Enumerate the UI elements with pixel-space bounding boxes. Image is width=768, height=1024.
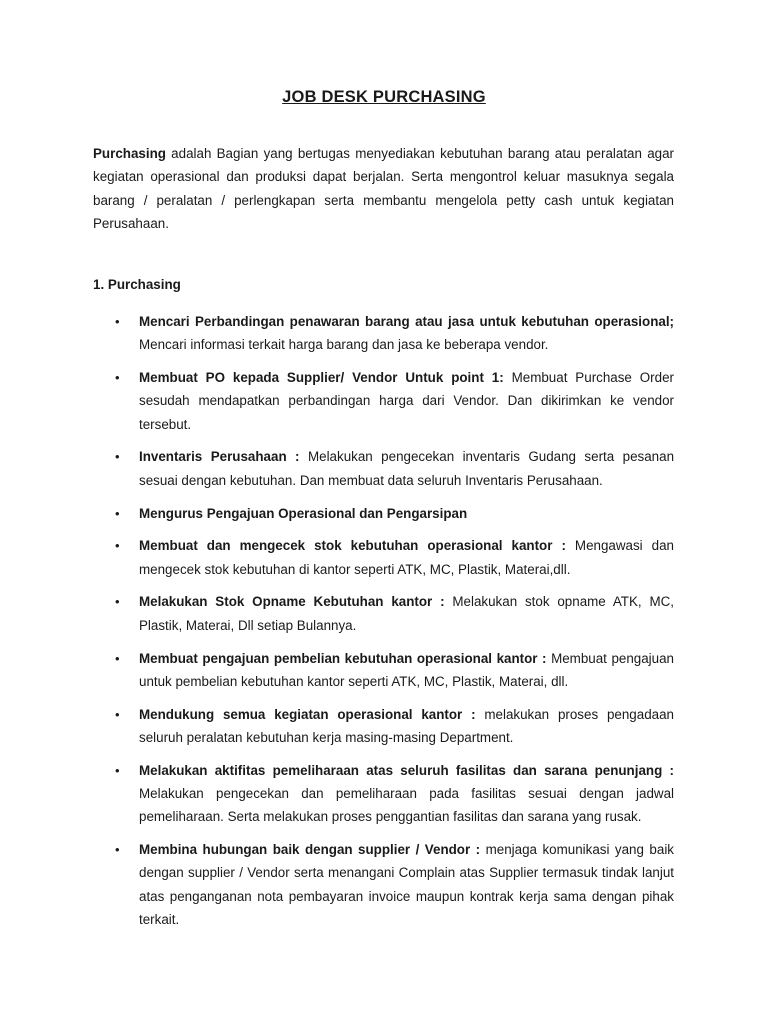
item-text: melakukan proses pengadaan seluruh peralatan kebutuhan kerja masing-masing Department. [139, 706, 674, 745]
item-text: Melakukan stok opname ATK, MC, Plastik, Materai, Dll setiap Bulannya. [139, 594, 674, 633]
job-duties-list [93, 310, 674, 941]
item-title: Inventaris Perusahaan : [139, 449, 300, 465]
intro-text: adalah Bagian yang bertugas menyediakan kebutuhan barang atau peralatan agar kegiatan operasional dan produksi dapat berjalan. Serta mengontrol keluar masuknya segala barang / peralatan / perlengkapan serta membantu mengelola petty cash untuk kegiatan Perusahaan. [93, 146, 674, 231]
bullet-icon: • [115, 650, 120, 666]
list-item [93, 502, 674, 525]
list-item [93, 647, 674, 694]
bullet-icon: • [115, 314, 120, 329]
item-text: Melakukan pengecekan dan pemeliharaan pada fasilitas sesuai dengan jadwal pemeliharaan. Serta melakukan proses penggantian fasilitas dan sarana yang rusak. [139, 786, 674, 825]
item-title: Melakukan aktifitas pemeliharaan atas seluruh fasilitas dan sarana penunjang : [139, 762, 674, 778]
item-text: Membuat pengajuan untuk pembelian kebutuhan kantor seperti ATK, MC, Plastik, Materai, dll. [139, 650, 674, 689]
bullet-icon: • [115, 370, 120, 386]
list-item [93, 838, 674, 931]
item-text: Melakukan pengecekan inventaris Gudang serta pesanan sesuai dengan kebutuhan. Dan membuat data seluruh Inventaris Perusahaan. [139, 449, 675, 488]
list-item [93, 703, 674, 750]
bullet-icon: • [115, 505, 120, 521]
item-title: Melakukan Stok Opname Kebutuhan kantor : [139, 594, 445, 610]
item-text: Mencari informasi terkait harga barang dan jasa ke beberapa vendor. [139, 337, 549, 353]
list-item [93, 445, 674, 492]
item-title: Membuat PO kepada Supplier/ Vendor Untuk point 1: [139, 370, 504, 386]
bullet-icon: • [115, 538, 120, 554]
item-title: Mendukung semua kegiatan operasional kantor : [139, 706, 476, 722]
bullet-icon: • [115, 842, 120, 858]
item-title: Membuat pengajuan pembelian kebutuhan operasional kantor : [139, 650, 547, 666]
section-heading: 1. Purchasing [93, 277, 181, 292]
document-title: JOB DESK PURCHASING [282, 88, 486, 106]
item-text: menjaga komunikasi yang baik dengan supplier / Vendor serta menangani Complain atas Supplier termasuk tindak lanjut atas penganganan nota pembayaran invoice maupun kontrak kerja sama dengan pihak terkait. [139, 842, 674, 928]
bullet-icon: • [115, 706, 120, 722]
item-title: Membuat dan mengecek stok kebutuhan operasional kantor : [139, 538, 566, 554]
bullet-icon: • [115, 594, 120, 610]
list-item [93, 534, 674, 581]
bullet-icon: • [115, 449, 120, 465]
item-title: Mengurus Pengajuan Operasional dan Pengarsipan [139, 505, 468, 521]
bullet-icon: • [115, 762, 120, 778]
intro-term: Purchasing [93, 146, 166, 161]
item-title: Membina hubungan baik dengan supplier / Vendor : [139, 842, 481, 858]
item-text: Membuat Purchase Order sesudah mendapatkan perbandingan harga dari Vendor. Dan dikirimkan ke vendor tersebut. [139, 370, 674, 432]
list-item [93, 759, 674, 829]
list-item [93, 310, 674, 357]
list-item [93, 366, 674, 436]
list-item [93, 590, 674, 637]
intro-paragraph [93, 142, 674, 235]
item-title: Mencari Perbandingan penawaran barang atau jasa untuk kebutuhan operasional; [139, 314, 674, 329]
item-text: Mengawasi dan mengecek stok kebutuhan di kantor seperti ATK, MC, Plastik, Materai,dll. [139, 538, 674, 577]
